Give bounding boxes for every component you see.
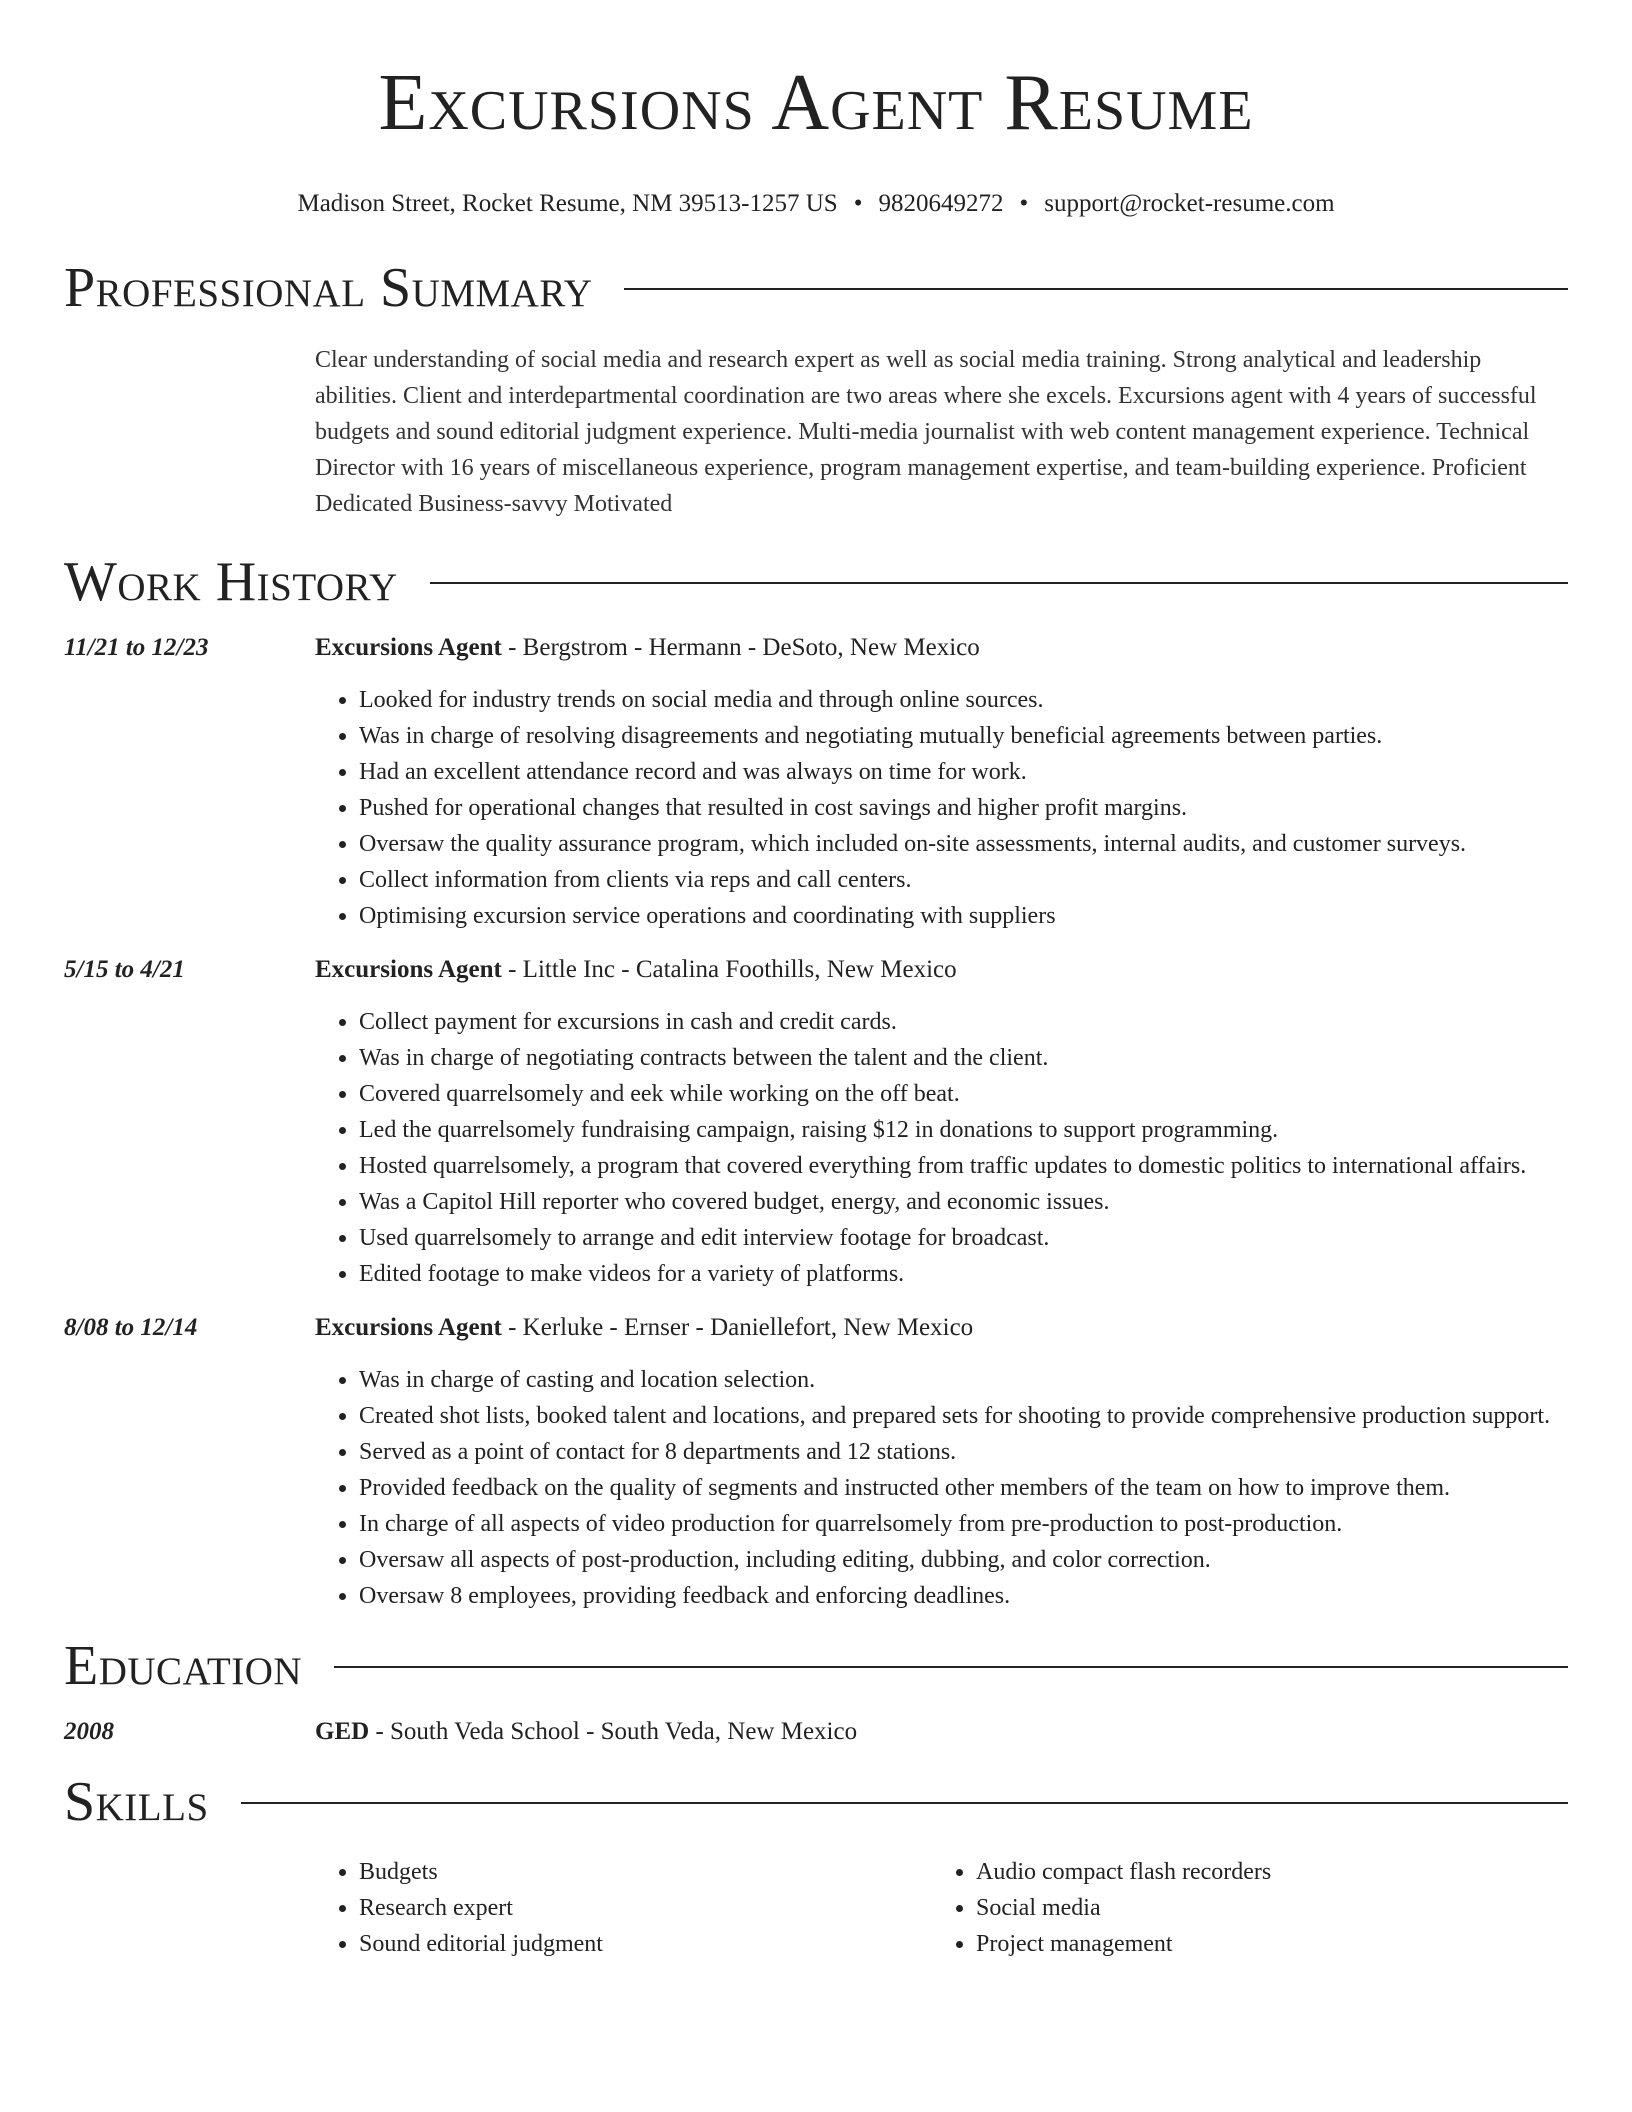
page-title: Excursions Agent Resume xyxy=(378,59,1254,147)
skills-columns xyxy=(315,1854,1568,1962)
job-dates: 8/08 to 12/14 xyxy=(64,1314,198,1341)
job-dates: 5/15 to 4/21 xyxy=(64,956,185,983)
contact-phone: 9820649272 xyxy=(878,190,1004,217)
job-entry xyxy=(64,952,1568,1292)
contact-line xyxy=(64,188,1568,220)
skills-heading: Skills xyxy=(64,1771,209,1833)
list-item: • Had an excellent attendance record and was always on time for work. xyxy=(359,754,1568,790)
list-item: • Led the quarrelsomely fundraising campaign, raising $12 in donations to support programming. xyxy=(359,1112,1568,1148)
contact-email: support@rocket-resume.com xyxy=(1044,190,1335,217)
contact-separator: • xyxy=(853,190,863,217)
skills-row xyxy=(64,1854,1568,1962)
job-details: - Little Inc - Catalina Foothills, New Mexico xyxy=(501,956,957,983)
skills-list-right xyxy=(932,1854,1549,1962)
list-item: • Project management xyxy=(976,1926,1549,1962)
job-title: Excursions Agent xyxy=(315,634,502,661)
list-item: • Looked for industry trends on social media and through online sources. xyxy=(359,682,1568,718)
job-bullets xyxy=(315,1362,1568,1614)
list-item: • Collect payment for excursions in cash and credit cards. xyxy=(359,1004,1568,1040)
list-item: • Covered quarrelsomely and eek while working on the off beat. xyxy=(359,1076,1568,1112)
job-dates: 11/21 to 12/23 xyxy=(64,634,209,661)
job-bullets xyxy=(315,682,1568,934)
skills-list-left xyxy=(315,1854,932,1962)
list-item: • Provided feedback on the quality of segments and instructed other members of the team on how to improve them. xyxy=(359,1470,1568,1506)
job-details: - Bergstrom - Hermann - DeSoto, New Mexico xyxy=(501,634,980,661)
job-heading xyxy=(315,630,1568,666)
job-bullets xyxy=(315,1004,1568,1292)
education-section-header xyxy=(64,1636,1568,1696)
list-item: • Was in charge of resolving disagreements and negotiating mutually beneficial agreements between parties. xyxy=(359,718,1568,754)
education-details-line xyxy=(315,1714,1568,1750)
list-item: • Oversaw all aspects of post-production, including editing, dubbing, and color correction. xyxy=(359,1542,1568,1578)
job-heading xyxy=(315,1310,1568,1346)
section-divider xyxy=(430,582,1568,584)
list-item: • Audio compact flash recorders xyxy=(976,1854,1549,1890)
job-entry xyxy=(64,1310,1568,1614)
education-entry xyxy=(64,1714,1568,1750)
list-item: • Was in charge of negotiating contracts between the talent and the client. xyxy=(359,1040,1568,1076)
section-divider xyxy=(624,288,1568,290)
job-details: - Kerluke - Ernser - Daniellefort, New Mexico xyxy=(501,1314,974,1341)
list-item: • Used quarrelsomely to arrange and edit interview footage for broadcast. xyxy=(359,1220,1568,1256)
job-title: Excursions Agent xyxy=(315,1314,502,1341)
education-heading: Education xyxy=(64,1635,303,1697)
summary-row xyxy=(64,342,1568,522)
list-item: • Oversaw 8 employees, providing feedback and enforcing deadlines. xyxy=(359,1578,1568,1614)
list-item: • Pushed for operational changes that resulted in cost savings and higher profit margins. xyxy=(359,790,1568,826)
contact-address: Madison Street, Rocket Resume, NM 39513-1257 US xyxy=(297,190,838,217)
job-title: Excursions Agent xyxy=(315,956,502,983)
list-item: • Social media xyxy=(976,1890,1549,1926)
education-year: 2008 xyxy=(64,1718,114,1745)
section-divider xyxy=(241,1802,1568,1804)
skills-section-header xyxy=(64,1772,1568,1832)
list-item: • Was in charge of casting and location selection. xyxy=(359,1362,1568,1398)
job-entry xyxy=(64,630,1568,934)
list-item: • Optimising excursion service operations and coordinating with suppliers xyxy=(359,898,1568,934)
list-item: • Collect information from clients via reps and call centers. xyxy=(359,862,1568,898)
contact-separator: • xyxy=(1019,190,1029,217)
list-item: • Served as a point of contact for 8 departments and 12 stations. xyxy=(359,1434,1568,1470)
list-item: • Was a Capitol Hill reporter who covered budget, energy, and economic issues. xyxy=(359,1184,1568,1220)
summary-section-header xyxy=(64,258,1568,318)
work-section-header xyxy=(64,552,1568,612)
work-heading: Work History xyxy=(64,551,398,613)
list-item: • Created shot lists, booked talent and locations, and prepared sets for shooting to provide comprehensive production support. xyxy=(359,1398,1568,1434)
education-details: - South Veda School - South Veda, New Mexico xyxy=(369,1718,858,1745)
education-degree: GED xyxy=(315,1718,370,1745)
list-item: • Budgets xyxy=(359,1854,932,1890)
section-divider xyxy=(334,1666,1568,1668)
job-heading xyxy=(315,952,1568,988)
summary-heading: Professional Summary xyxy=(64,257,593,319)
list-item: • Research expert xyxy=(359,1890,932,1926)
list-item: • Oversaw the quality assurance program, which included on-site assessments, internal audits, and customer surveys. xyxy=(359,826,1568,862)
summary-text: Clear understanding of social media and research expert as well as social media training. Strong analytical and leadership abilities. Client and interdepartmental coordination are two areas where she excels. Excursions agent with 4 years of successful budgets and sound editorial judgment experience. Multi-media journalist with web content management experience. Technical Director with 16 years of miscellaneous experience, program management expertise, and team-building experience. Proficient Dedicated Business-savvy Motivated xyxy=(315,347,1537,517)
list-item: • Sound editorial judgment xyxy=(359,1926,932,1962)
list-item: • Edited footage to make videos for a variety of platforms. xyxy=(359,1256,1568,1292)
list-item: • Hosted quarrelsomely, a program that covered everything from traffic updates to domestic politics to international affairs. xyxy=(359,1148,1568,1184)
list-item: • In charge of all aspects of video production for quarrelsomely from pre-production to post-production. xyxy=(359,1506,1568,1542)
